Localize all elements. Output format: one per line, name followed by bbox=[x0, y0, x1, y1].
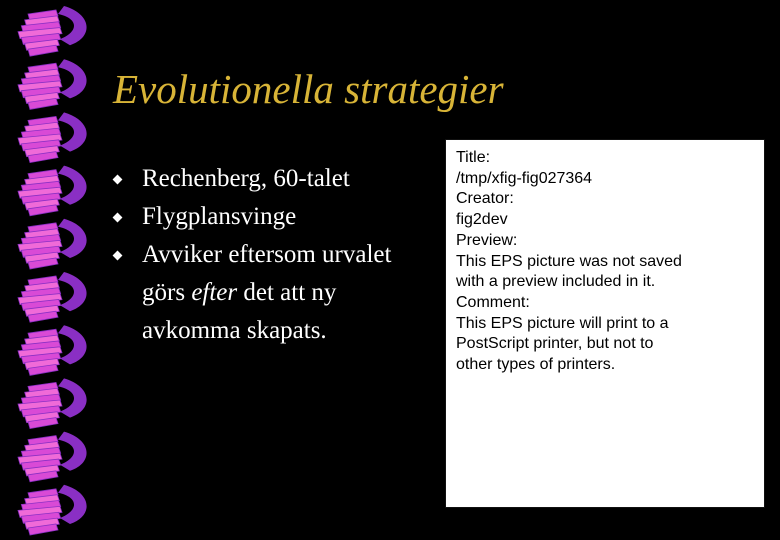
bullet-text bbox=[142, 160, 428, 198]
ribbon-coil bbox=[18, 59, 87, 109]
eps-label-title: Title: bbox=[456, 149, 491, 166]
ribbon-coil bbox=[18, 272, 87, 322]
eps-value-comment: PostScript printer, but not to bbox=[456, 335, 654, 353]
eps-value-title: /tmp/xfig-fig027364 bbox=[456, 169, 593, 187]
slide-title: Evolutionella strategier bbox=[113, 66, 504, 112]
diamond-bullet-icon bbox=[113, 175, 123, 185]
ribbon-coil bbox=[18, 219, 87, 269]
eps-preview-placeholder bbox=[445, 139, 765, 508]
ribbon-coil bbox=[18, 6, 87, 56]
eps-value-creator: fig2dev bbox=[456, 211, 508, 229]
text-plain: det att ny bbox=[237, 279, 337, 306]
ribbon-coil bbox=[18, 325, 87, 375]
eps-value-preview: with a preview included in it. bbox=[456, 273, 656, 291]
eps-value-preview: This EPS picture was not saved bbox=[456, 252, 682, 270]
text-emphasis: efter bbox=[191, 279, 238, 306]
diamond-bullet-icon bbox=[113, 213, 123, 223]
bullet-line: Flygplansvinge bbox=[142, 203, 297, 230]
eps-label-preview: Preview: bbox=[456, 231, 518, 249]
eps-value-comment: other types of printers. bbox=[456, 356, 616, 374]
ribbon-coil bbox=[18, 166, 87, 216]
ribbon-coil bbox=[18, 112, 87, 162]
text-plain: görs bbox=[142, 279, 192, 306]
ribbon-coil bbox=[18, 432, 87, 482]
bullet-line-continuation bbox=[142, 274, 428, 312]
ribbon-coil bbox=[18, 485, 87, 535]
bullet-line: Avviker eftersom urvalet bbox=[142, 241, 392, 268]
eps-label-comment: Comment: bbox=[456, 293, 530, 311]
bullet-text bbox=[142, 236, 428, 350]
ribbon-coil bbox=[18, 378, 87, 428]
bullet-item bbox=[108, 160, 428, 198]
bullet-item bbox=[108, 236, 428, 350]
spiral-ribbon-border bbox=[0, 0, 110, 540]
bullet-line: avkomma skapats. bbox=[142, 317, 327, 344]
eps-label-creator: Creator: bbox=[456, 190, 514, 208]
eps-value-comment: This EPS picture will print to a bbox=[456, 314, 669, 332]
diamond-bullet-icon bbox=[113, 251, 123, 261]
bullet-item bbox=[108, 198, 428, 236]
bullet-list bbox=[108, 160, 428, 350]
bullet-line: Rechenberg, 60-talet bbox=[142, 165, 350, 192]
bullet-text bbox=[142, 198, 428, 236]
